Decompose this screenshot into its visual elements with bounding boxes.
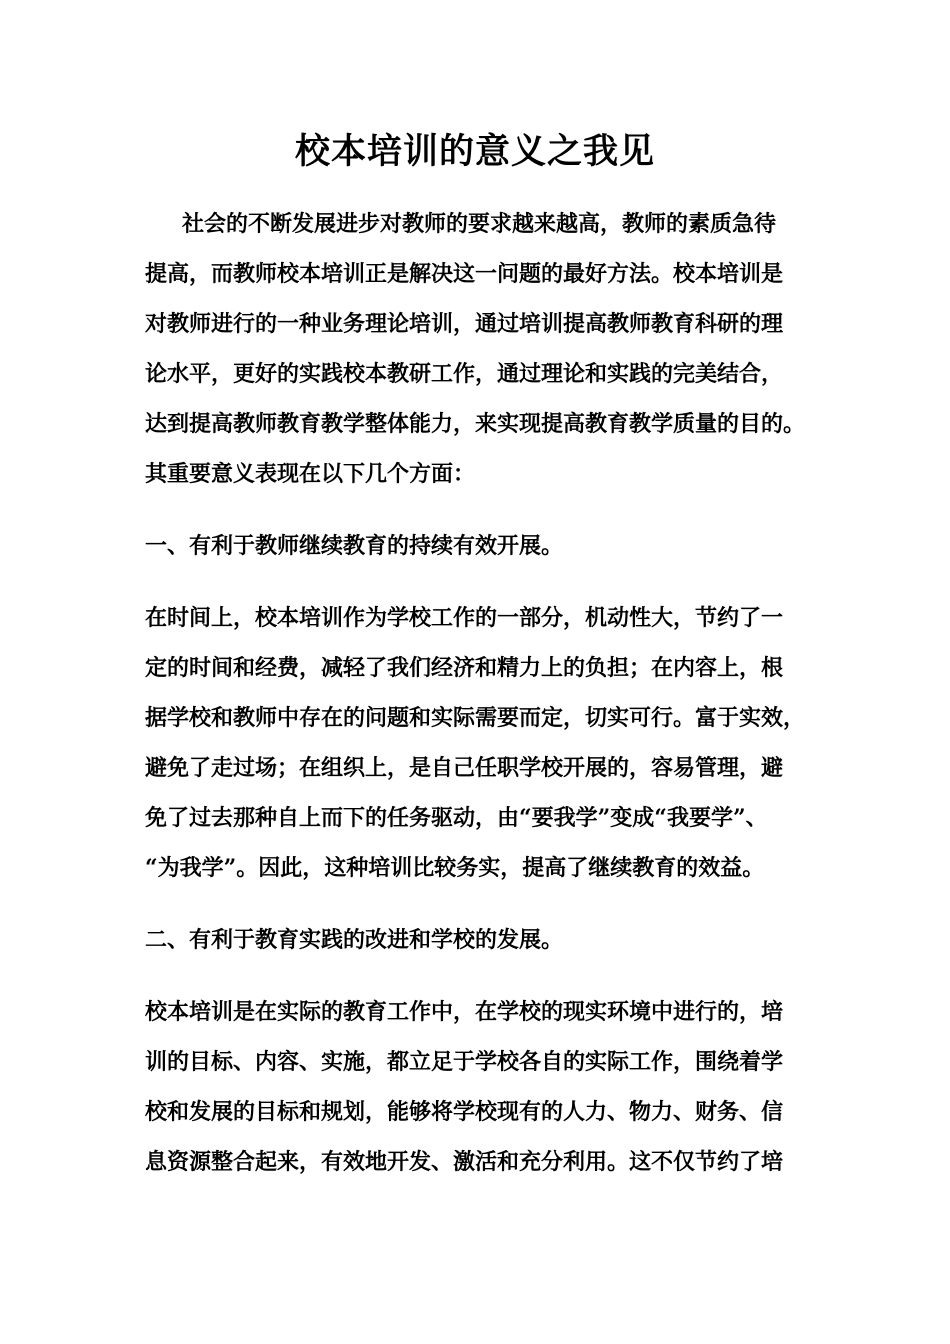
paragraph-line: 校本培训是在实际的教育工作中，在学校的现实环境中进行的，培 bbox=[145, 999, 784, 1025]
paragraph-line: 论水平，更好的实践校本教研工作，通过理论和实践的完美结合， bbox=[145, 361, 784, 387]
paragraph-line: 达到提高教师教育教学整体能力，来实现提高教育教学质量的目的。 bbox=[145, 411, 806, 437]
paragraph-line: 避免了走过场；在组织上，是自己任职学校开展的，容易管理，避 bbox=[145, 755, 784, 781]
paragraph-line: 社会的不断发展进步对教师的要求越来越高，教师的素质急待 bbox=[182, 211, 777, 237]
paragraph-line: 其重要意义表现在以下几个方面： bbox=[145, 461, 476, 487]
section-heading: 二、有利于教育实践的改进和学校的发展。 bbox=[145, 927, 564, 953]
document-title: 校本培训的意义之我见 bbox=[294, 131, 655, 172]
section-heading: 一、有利于教师继续教育的持续有效开展。 bbox=[145, 533, 564, 559]
paragraph-line: 据学校和教师中存在的问题和实际需要而定，切实可行。富于实效， bbox=[145, 705, 806, 731]
paragraph-line: 在时间上，校本培训作为学校工作的一部分，机动性大，节约了一 bbox=[145, 605, 784, 631]
paragraph-line: 训的目标、内容、实施，都立足于学校各自的实际工作，围绕着学 bbox=[145, 1049, 784, 1075]
paragraph-line: 校和发展的目标和规划，能够将学校现有的人力、物力、财务、信 bbox=[145, 1099, 784, 1125]
paragraph-line: 息资源整合起来，有效地开发、激活和充分利用。这不仅节约了培 bbox=[145, 1149, 784, 1175]
paragraph-line: 对教师进行的一种业务理论培训，通过培训提高教师教育科研的理 bbox=[145, 311, 784, 337]
paragraph-line: “为我学”。因此，这种培训比较务实，提高了继续教育的效益。 bbox=[145, 855, 765, 881]
paragraph-line: 定的时间和经费，减轻了我们经济和精力上的负担；在内容上，根 bbox=[145, 655, 784, 681]
paragraph-line: 免了过去那种自上而下的任务驱动，由“要我学”变成“我要学”、 bbox=[145, 805, 768, 831]
paragraph-line: 提高，而教师校本培训正是解决这一问题的最好方法。校本培训是 bbox=[145, 261, 784, 287]
